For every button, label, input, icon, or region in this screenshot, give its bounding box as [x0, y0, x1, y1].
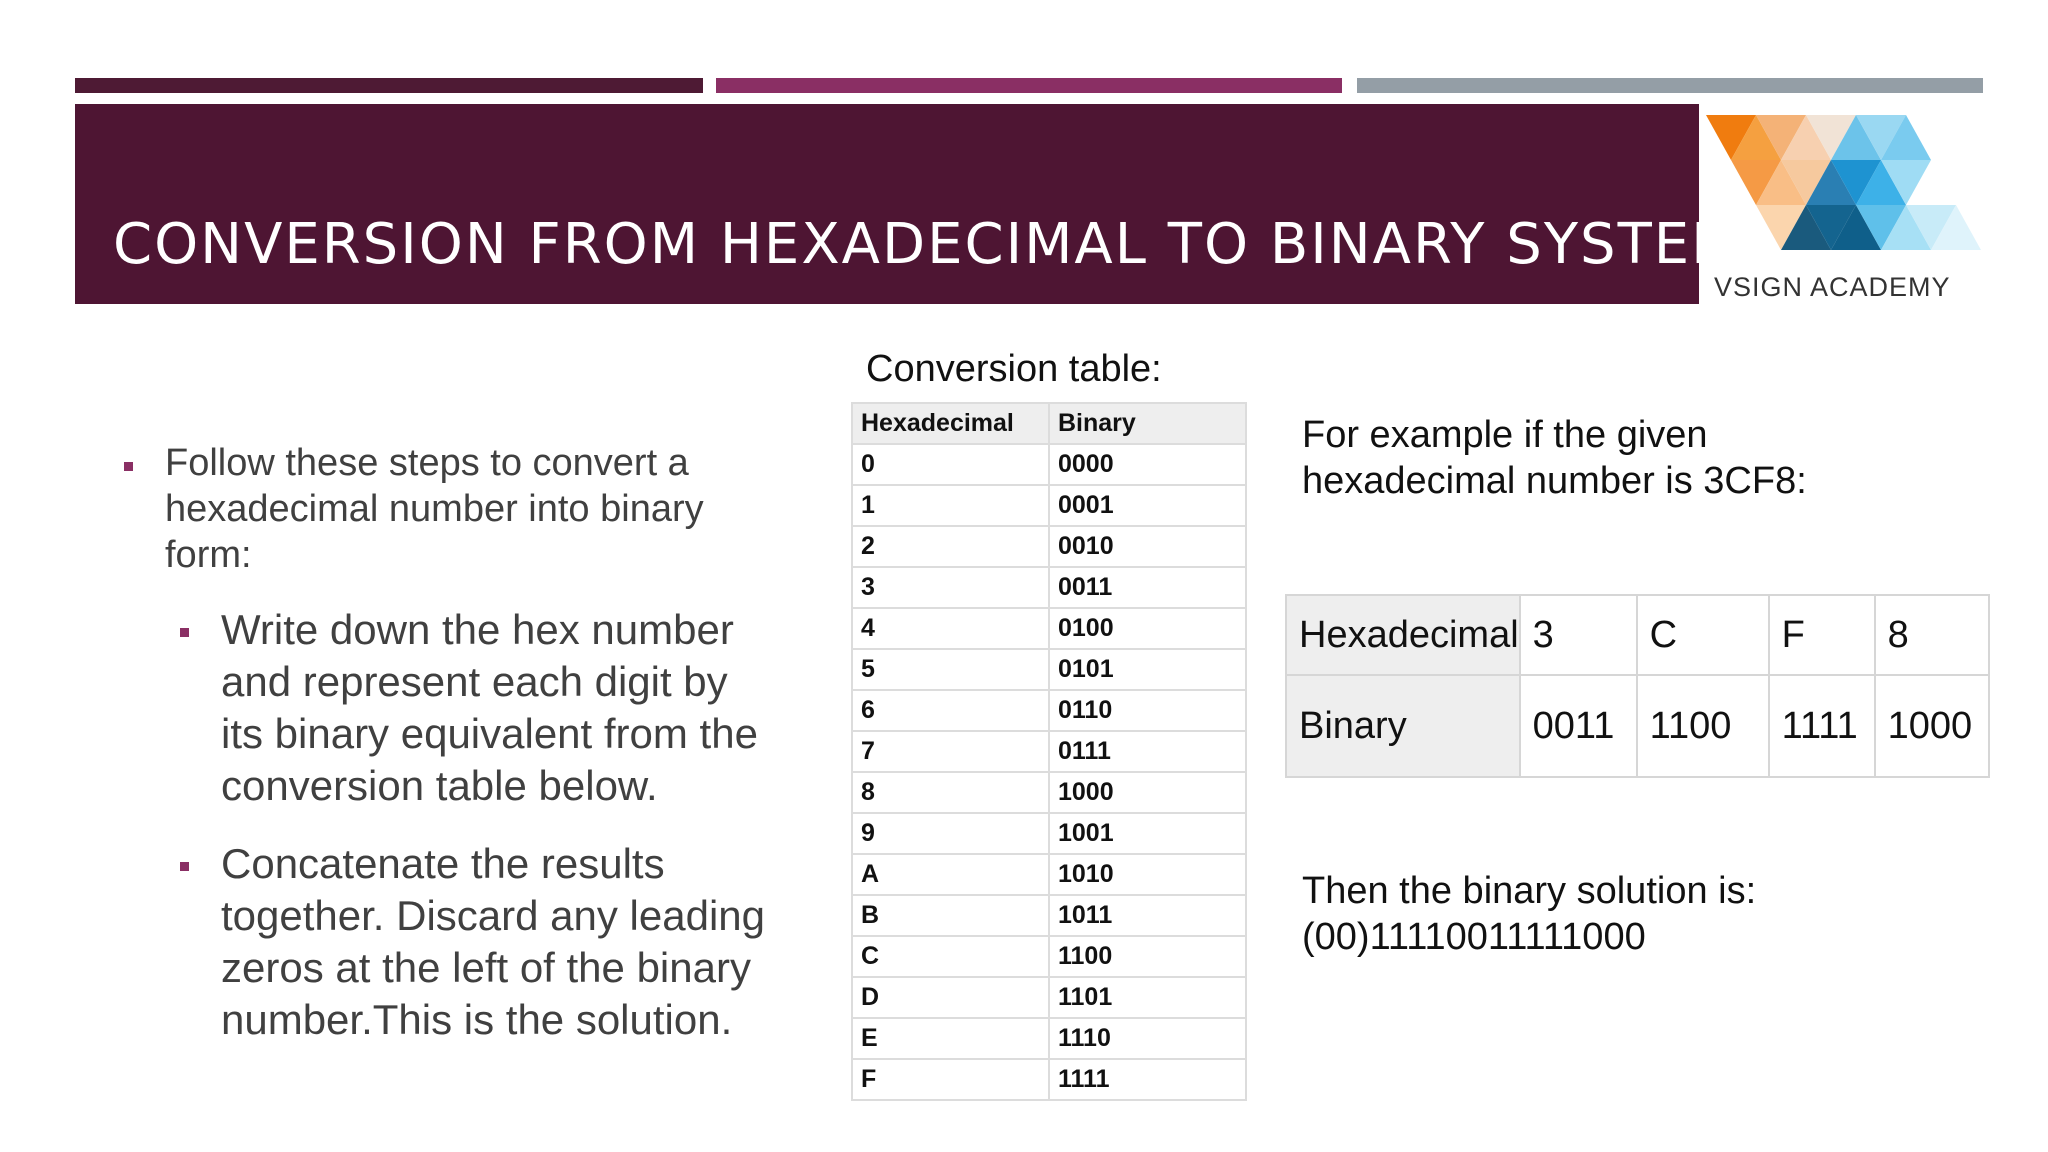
- solution-value: (00)11110011111000: [1302, 916, 1646, 958]
- accent-bar-dark: [75, 78, 703, 93]
- binary-cell: 0101: [1049, 649, 1246, 690]
- table-cell: 8: [1875, 595, 1989, 675]
- binary-cell: 1011: [1049, 895, 1246, 936]
- table-cell: 3: [1520, 595, 1637, 675]
- binary-cell: 1111: [1049, 1059, 1246, 1100]
- table-cell: 1000: [1875, 675, 1989, 777]
- row-header: Binary: [1286, 675, 1520, 777]
- hex-cell: E: [852, 1018, 1049, 1059]
- binary-cell: 0110: [1049, 690, 1246, 731]
- binary-cell: 0111: [1049, 731, 1246, 772]
- intro-bullet: [120, 440, 720, 578]
- step-bullet: [176, 838, 776, 1046]
- binary-cell: 1110: [1049, 1018, 1246, 1059]
- table-cell: 1100: [1637, 675, 1769, 777]
- table-cell: C: [1637, 595, 1769, 675]
- intro-text: Follow these steps to convert a hexadecimal number into binary form:: [165, 442, 704, 576]
- table-cell: F: [1769, 595, 1875, 675]
- hex-cell: 2: [852, 526, 1049, 567]
- hex-cell: 8: [852, 772, 1049, 813]
- table-cell: 1111: [1769, 675, 1875, 777]
- hex-cell: 0: [852, 444, 1049, 485]
- bullet-marker-icon: [180, 862, 189, 871]
- table-header-row: [852, 403, 1246, 444]
- hex-cell: 5: [852, 649, 1049, 690]
- hex-cell: 1: [852, 485, 1049, 526]
- table-row: [852, 1059, 1246, 1100]
- hex-cell: 9: [852, 813, 1049, 854]
- solution-text: [1302, 868, 1952, 960]
- column-header: Hexadecimal: [852, 403, 1049, 444]
- step-bullet: [176, 604, 776, 812]
- column-header: Binary: [1049, 403, 1246, 444]
- table-row: [852, 731, 1246, 772]
- logo-text: VSIGN ACADEMY: [1714, 272, 1951, 302]
- table-row: [852, 608, 1246, 649]
- table-row: [852, 690, 1246, 731]
- binary-cell: 0010: [1049, 526, 1246, 567]
- page-title: CONVERSION FROM HEXADECIMAL TO BINARY SYSTEM: [113, 212, 1742, 277]
- binary-cell: 1100: [1049, 936, 1246, 977]
- binary-cell: 1001: [1049, 813, 1246, 854]
- table-row: [852, 649, 1246, 690]
- binary-cell: 0011: [1049, 567, 1246, 608]
- example-table: [1285, 594, 1990, 778]
- step-text: Concatenate the results together. Discard any leading zeros at the left of the binary number.This is the solution.: [221, 840, 766, 1043]
- table-row: [852, 854, 1246, 895]
- binary-cell: 0100: [1049, 608, 1246, 649]
- binary-cell: 1000: [1049, 772, 1246, 813]
- table-row: [1286, 675, 1989, 777]
- table-row: [1286, 595, 1989, 675]
- binary-cell: 0001: [1049, 485, 1246, 526]
- table-row: [852, 444, 1246, 485]
- row-header: Hexadecimal: [1286, 595, 1520, 675]
- hex-cell: 3: [852, 567, 1049, 608]
- table-row: [852, 485, 1246, 526]
- title-band: [75, 104, 1742, 304]
- conversion-table-heading: Conversion table:: [866, 348, 1162, 390]
- table-cell: 0011: [1520, 675, 1637, 777]
- conversion-table: [851, 402, 1247, 1101]
- table-row: [852, 1018, 1246, 1059]
- table-row: [852, 772, 1246, 813]
- hex-cell: 4: [852, 608, 1049, 649]
- solution-label: Then the binary solution is:: [1302, 870, 1757, 912]
- hex-cell: F: [852, 1059, 1049, 1100]
- intro-bullet-list: [120, 440, 720, 578]
- hex-cell: C: [852, 936, 1049, 977]
- hex-cell: D: [852, 977, 1049, 1018]
- steps-bullet-list: [176, 604, 776, 1072]
- hex-cell: B: [852, 895, 1049, 936]
- table-row: [852, 936, 1246, 977]
- binary-cell: 0000: [1049, 444, 1246, 485]
- bullet-marker-icon: [180, 628, 189, 637]
- hex-cell: 6: [852, 690, 1049, 731]
- binary-cell: 1010: [1049, 854, 1246, 895]
- table-row: [852, 567, 1246, 608]
- bullet-marker-icon: [124, 462, 133, 471]
- table-row: [852, 895, 1246, 936]
- binary-cell: 1101: [1049, 977, 1246, 1018]
- logo-triangles-icon: [1706, 115, 1988, 275]
- table-row: [852, 977, 1246, 1018]
- accent-bar-magenta: [716, 78, 1342, 93]
- table-row: [852, 526, 1246, 567]
- step-text: Write down the hex number and represent each digit by its binary equivalent from the conversion table below.: [221, 606, 758, 809]
- table-row: [852, 813, 1246, 854]
- accent-bar-gray: [1357, 78, 1983, 93]
- hex-cell: 7: [852, 731, 1049, 772]
- hex-cell: A: [852, 854, 1049, 895]
- academy-logo: [1706, 115, 1988, 305]
- example-intro: For example if the given hexadecimal number is 3CF8:: [1302, 414, 1807, 502]
